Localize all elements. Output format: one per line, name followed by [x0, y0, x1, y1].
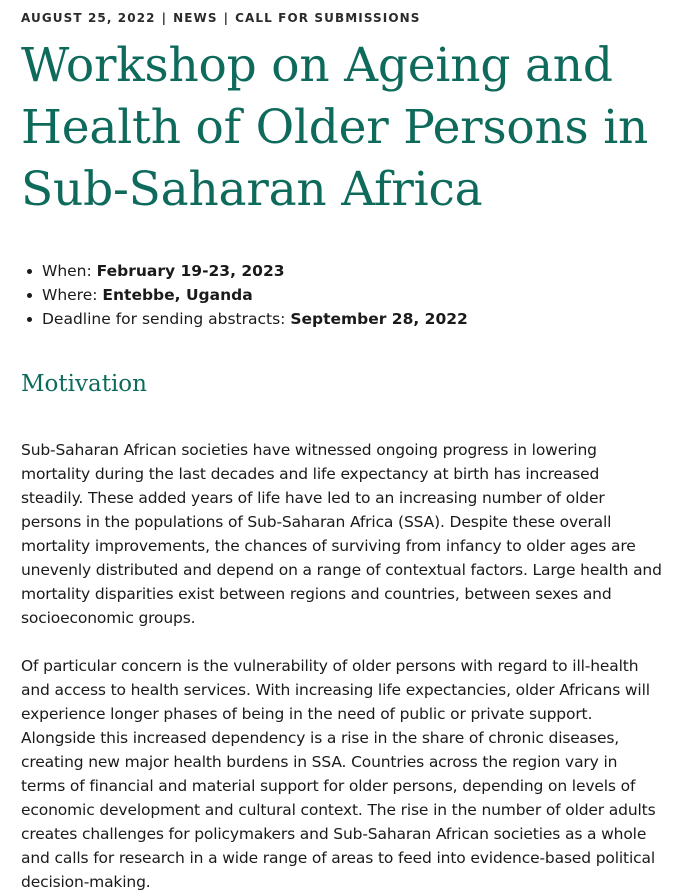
paragraph: Sub-Saharan African societies have witnessed ongoing progress in lowering mortality during the last decades and life expectancy at birth has increased steadily. These added years of life have led to an increasing number of older persons in the populations of Sub-Saharan Africa (SSA). Despite these overall mortality improvements, the chances of surviving from infancy to older ages are unevenly distributed and depend on a range of contextual factors. Large health and mortality disparities exist between regions and countries, between sexes and socioeconomic groups.	[21, 441, 662, 627]
fact-value: Entebbe, Uganda	[102, 286, 253, 304]
list-item-deadline	[21, 307, 666, 331]
fact-label: Where:	[42, 286, 103, 304]
fact-value: September 28, 2022	[290, 310, 468, 328]
section-heading-motivation: Motivation	[21, 371, 147, 397]
article	[21, 0, 666, 894]
page-title: Workshop on Ageing and Health of Older Persons in Sub-Saharan Africa	[21, 38, 649, 217]
category-link-news[interactable]: NEWS	[173, 11, 218, 25]
paragraph: Of particular concern is the vulnerability of older persons with regard to ill-health and access to health services. With increasing life expectancies, older Africans will experience longer phases of being in the need of public or private support. Alongside this increased dependency is a rise in the share of chronic diseases, creating new major health burdens in SSA. Countries across the region vary in terms of financial and material support for older persons, depending on levels of economic development and cultural context. The rise in the number of older adults creates challenges for policymakers and Sub-Saharan African societies as a whole and calls for research in a wide range of areas to feed into evidence-based political decision-making.	[21, 657, 656, 891]
event-facts-list	[21, 259, 666, 331]
article-meta	[21, 10, 666, 26]
publish-date: AUGUST 25, 2022	[21, 11, 156, 25]
list-item-where	[21, 283, 666, 307]
tag-link-call-for-submissions[interactable]: CALL FOR SUBMISSIONS	[235, 11, 421, 25]
list-item-when	[21, 259, 666, 283]
fact-label: When:	[42, 262, 97, 280]
meta-separator: |	[223, 11, 230, 25]
fact-value: February 19-23, 2023	[96, 262, 285, 280]
fact-label: Deadline for sending abstracts:	[42, 310, 291, 328]
meta-separator: |	[161, 11, 168, 25]
